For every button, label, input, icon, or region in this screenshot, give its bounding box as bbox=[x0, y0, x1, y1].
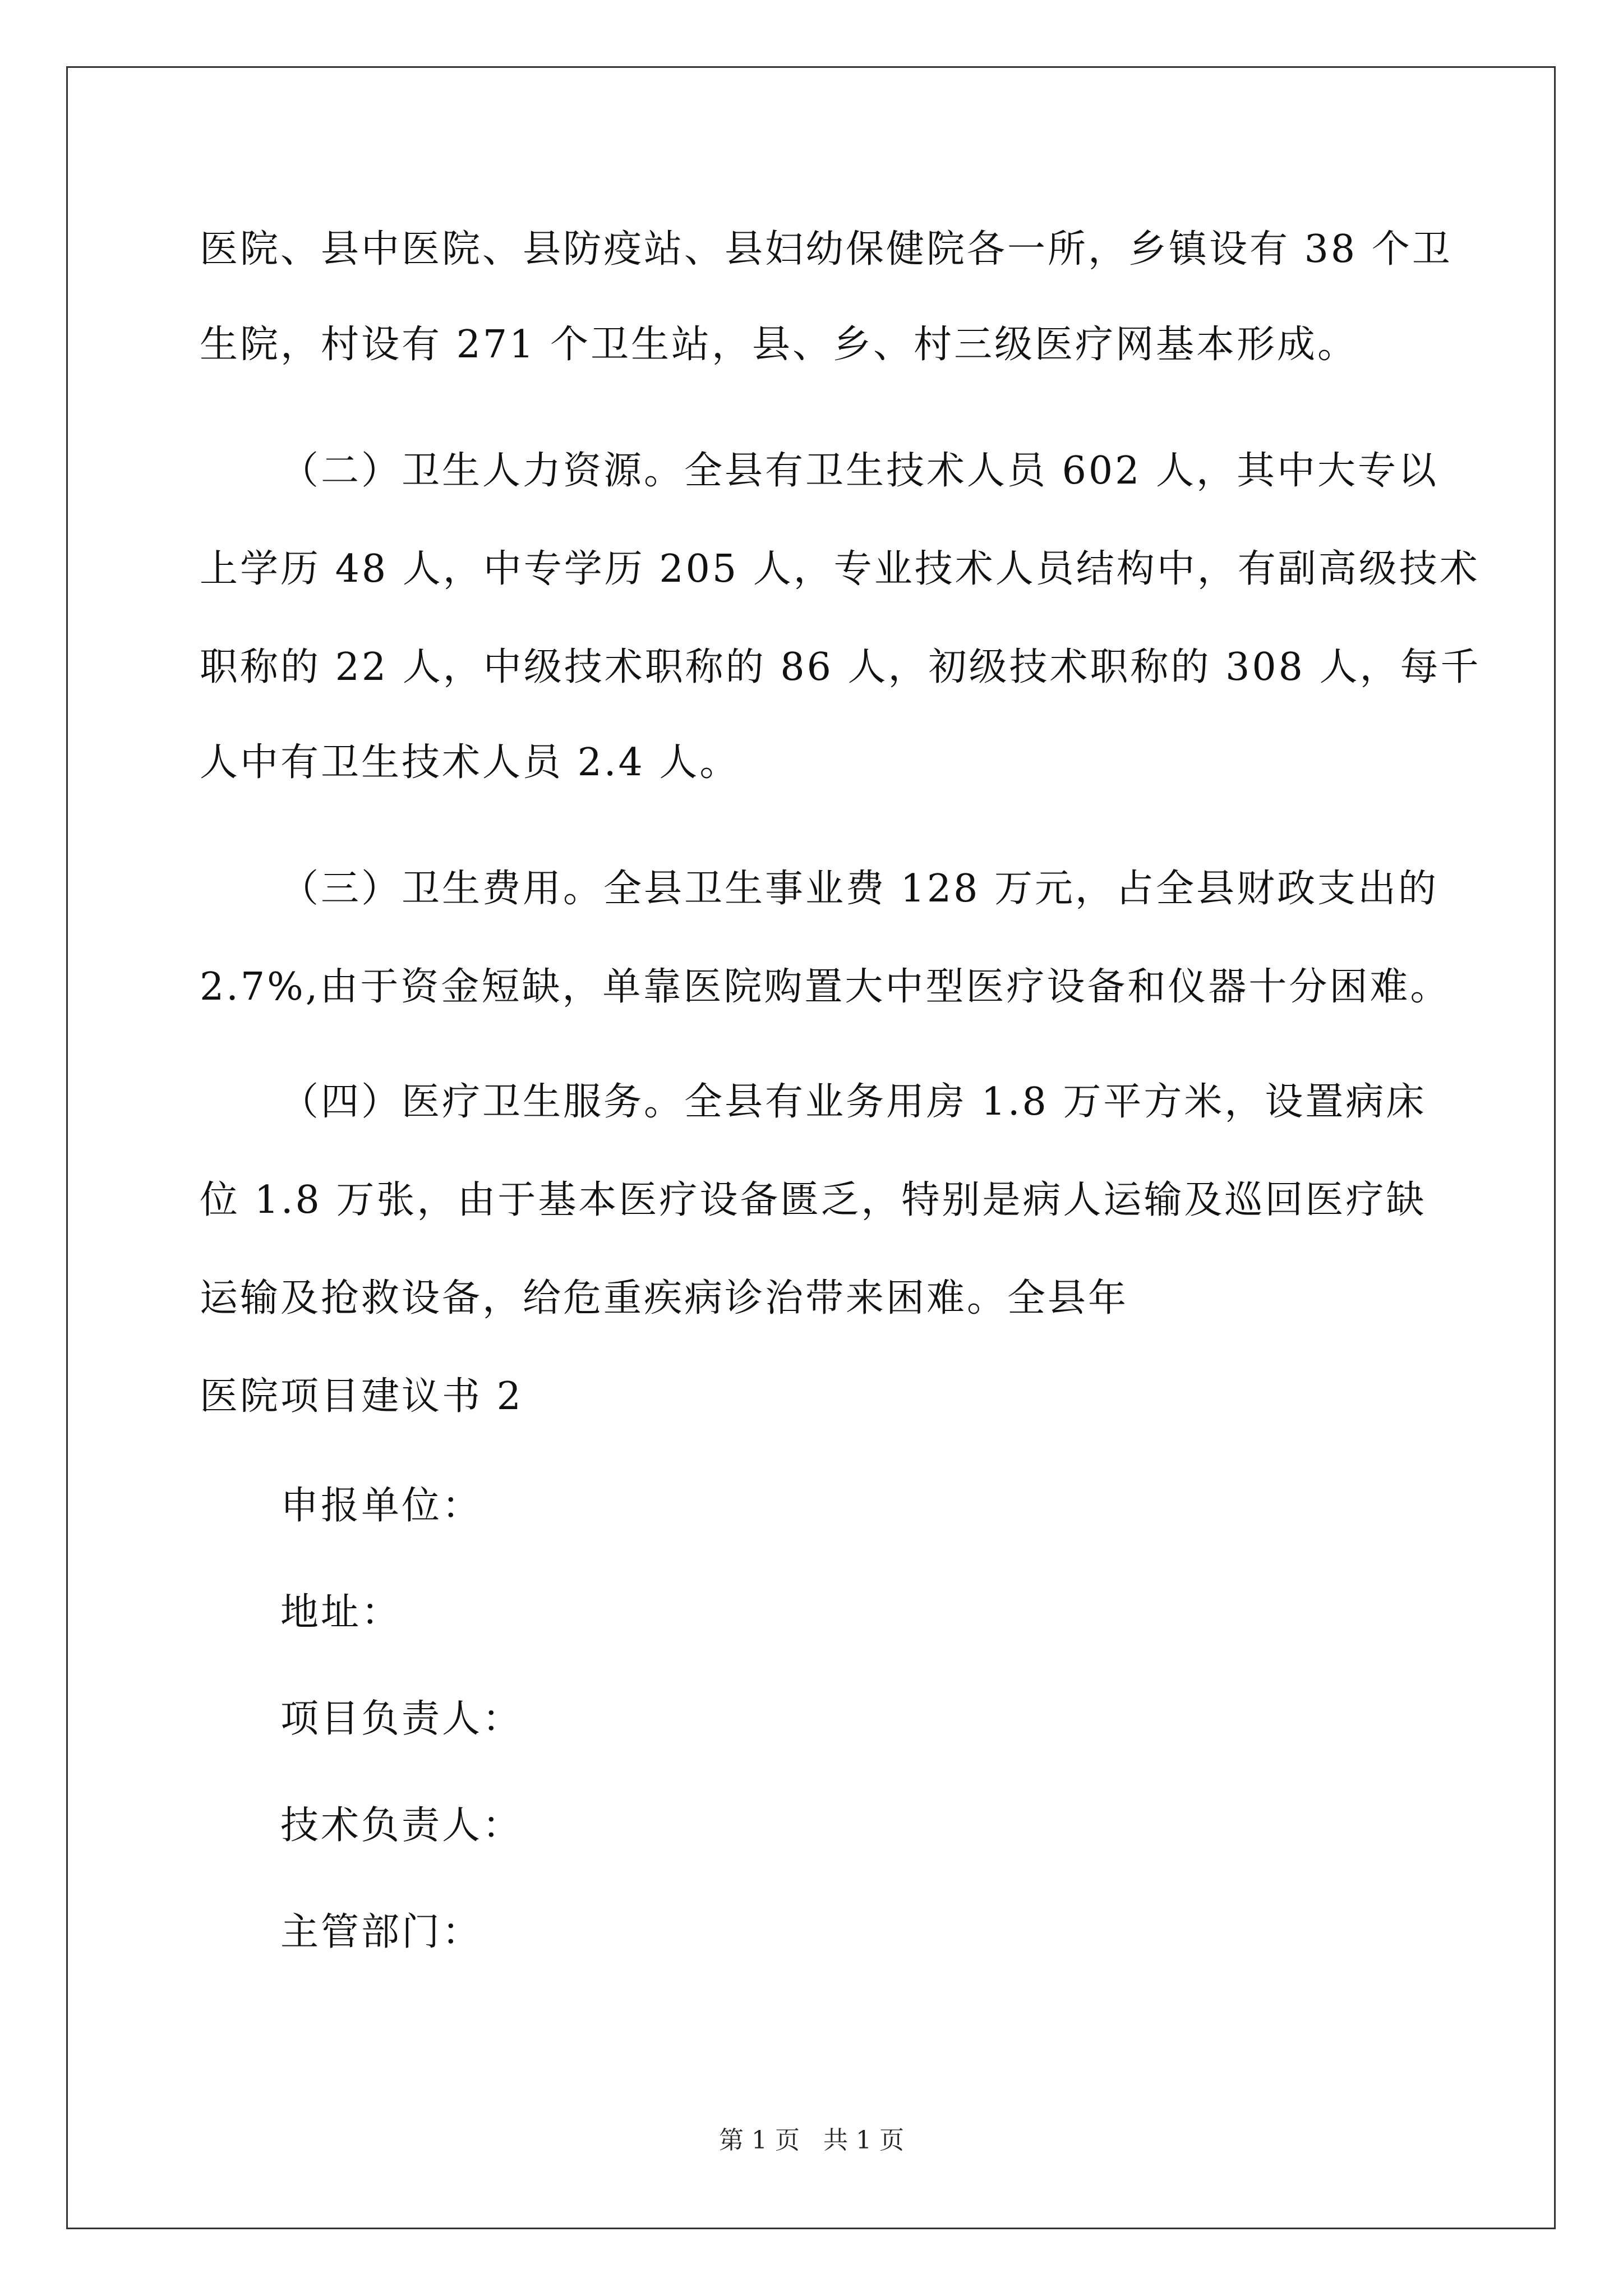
form-label-department: 主管部门： bbox=[280, 1910, 483, 1954]
page-border bbox=[66, 66, 1556, 2229]
form-label-technical-lead: 技术负责人： bbox=[280, 1803, 523, 1848]
form-label-applicant: 申报单位： bbox=[280, 1484, 483, 1528]
body-text-line: 运输及抢救设备，给危重疾病诊治带来困难。全县年 bbox=[200, 1276, 1129, 1320]
paragraph-heading-line: （三）卫生费用。全县卫生事业费 128 万元，占全县财政支出的 bbox=[280, 867, 1439, 911]
body-text-line: 位 1.8 万张，由于基本医疗设备匮乏，特别是病人运输及巡回医疗缺 bbox=[200, 1178, 1427, 1222]
form-label-project-lead: 项目负责人： bbox=[280, 1697, 523, 1741]
body-text-line: 生院，村设有 271 个卫生站，县、乡、村三级医疗网基本形成。 bbox=[200, 323, 1358, 367]
body-text-line: 上学历 48 人，中专学历 205 人，专业技术人员结构中，有副高级技术 bbox=[200, 547, 1480, 591]
body-text-line: 人中有卫生技术人员 2.4 人。 bbox=[200, 740, 740, 785]
paragraph-heading-line: （二）卫生人力资源。全县有卫生技术人员 602 人，其中大专以 bbox=[280, 449, 1439, 493]
form-label-address: 地址： bbox=[280, 1590, 402, 1635]
section-title: 医院项目建议书 2 bbox=[200, 1374, 523, 1419]
body-text-line: 职称的 22 人，中级技术职称的 86 人，初级技术职称的 308 人，每千 bbox=[200, 645, 1481, 689]
body-text-line: 医院、县中医院、县防疫站、县妇幼保健院各一所，乡镇设有 38 个卫 bbox=[200, 227, 1453, 272]
paragraph-heading-line: （四）医疗卫生服务。全县有业务用房 1.8 万平方米，设置病床 bbox=[280, 1080, 1427, 1124]
page-footer: 第 1 页 共 1 页 bbox=[719, 2126, 904, 2155]
body-text-line: 2.7%,由于资金短缺，单靠医院购置大中型医疗设备和仪器十分困难。 bbox=[200, 965, 1451, 1009]
